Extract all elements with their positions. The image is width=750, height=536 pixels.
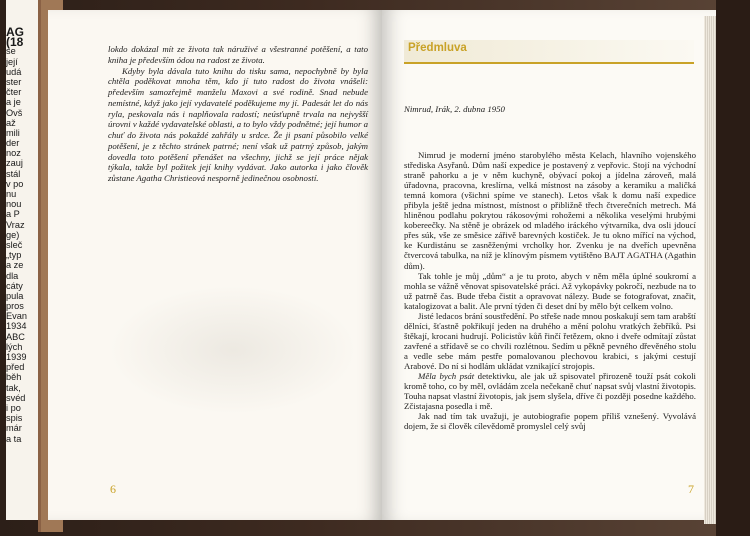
left-paragraph: lokdo dokázal mít ze života tak náruživé a všestranné potěšení, a tato kniha je především ódou na radost ze života. (108, 44, 368, 65)
underlying-book-line: „typ (6, 250, 22, 261)
underlying-book-line: a ta (6, 433, 22, 444)
underlying-book-line: cáty (6, 280, 23, 291)
underlying-book-line: sleč (6, 239, 23, 250)
underlying-book-line: ster (6, 76, 22, 87)
underlying-book-line: Vraz (6, 219, 25, 230)
underlying-book-line: der (6, 138, 20, 149)
underlying-book-line: stál (6, 168, 21, 179)
underlying-book-line: spis (6, 413, 23, 424)
underlying-book-line: Evan (6, 311, 27, 322)
dateline: Nimrud, Irák, 2. dubna 1950 (404, 104, 505, 114)
underlying-book-line: lých (6, 341, 23, 352)
underlying-book-line: se (6, 46, 16, 57)
underlying-book-line: čter (6, 87, 22, 98)
underlying-book-line: a ze (6, 260, 24, 271)
underlying-book-line: ABC (6, 331, 25, 342)
left-page (48, 10, 382, 520)
underlying-book-line: már (6, 423, 22, 434)
right-paragraph: Měla bych psát detektivku, ale jak už spisovatel přirozeně touží psát cokoli kromě toho, co by měl, ovládám zcela nečekaně chuť napsat svůj vlastní životopis. Touha napsat vlastní životopis, jak jsem slyšela, dříve či později posedne každého. Zčistajasna posedla i mě. (404, 371, 696, 412)
right-paragraph: Jisté ledacos brání soustředění. Po střeše nade mnou poskakují sem tam arabští dělníci, šťastně pokřikují jeden na druhého a mění polohu vratkých žebříků. Psi štěkají, krocani hudrují. Policistův kůň řinčí řetězem, okno i dveře odmítají zůstat zavřené a střídavě se co chvíli rozlétnou. Sedím u pěkně pevného dřevěného stolu a vedle sebe mám pestře pomalovanou plechovou krabici, s jakými cestují Arabové. Do ní si hodlám ukládat vznikající strojopis. (404, 310, 696, 371)
underlying-book-line: zauj (6, 158, 23, 169)
dark-right-margin (716, 0, 750, 536)
right-paragraph: Jak nad tím tak uvažuji, je autobiografie popem příliš vznešený. Vyvolává dojem, že si člověk cílevědomě promyslel celý svůj (404, 411, 696, 432)
left-page-text (108, 44, 368, 184)
underlying-book-line: a P (6, 209, 20, 220)
underlying-book-line: i po (6, 402, 21, 413)
right-page-text (404, 150, 696, 431)
underlying-book-line: až (6, 117, 16, 128)
underlying-book-line: nou (6, 199, 22, 210)
underlying-book-line: tak, (6, 382, 21, 393)
left-page-number: 6 (110, 482, 116, 496)
underlying-book-line: pula (6, 290, 24, 301)
underlying-book-line: před (6, 362, 25, 373)
underlying-book-line: Ovš (6, 107, 23, 118)
underlying-book-line: v po (6, 178, 24, 189)
underlying-book-line: běh (6, 372, 22, 383)
page-smudge (108, 285, 358, 415)
underlying-book-line: dla (6, 270, 19, 281)
underlying-book-line: noz (6, 148, 21, 159)
book-spread (48, 10, 716, 526)
chapter-title: Předmluva (408, 42, 467, 54)
underlying-book-title: AG (6, 26, 24, 39)
underlying-book-line: a je (6, 97, 21, 108)
underlying-book-line: její (6, 56, 18, 67)
page-edges (704, 16, 716, 524)
right-paragraph: Tak tohle je můj „dům“ a je tu proto, abych v něm měla úplné soukromí a mohla se vážně věnovat spisovatelské práci. Až vykopávky pokročí, nezbude na to už patrně čas. Bude třeba čistit a opravovat nálezy. Bude se fotografovat, značit, katalogizovat a balit. Ale první týden či deset dní by mělo být celkem volno. (404, 270, 696, 311)
underlying-book-line: ge) (6, 229, 20, 240)
underlying-book-line: 1934 (6, 321, 27, 332)
underlying-book-line: nu (6, 189, 17, 199)
underlying-book-line: 1939 (6, 352, 27, 362)
underlying-book-year: (18 (6, 35, 24, 50)
left-paragraph: Kdyby byla dávala tuto knihu do tisku sama, nepochybně by byla chtěla poděkovat mnoha těm, kdo jí tuto radost do života vnášeli: především samozřejmě manželu Maxovi a své rodině. Snad nebude nemístné, když jako její vydavatelé poděkujeme my jí. Padesát let do nás ryla, peskovala nás i naplňovala radostí; neúsťupně trvala na nejvyšší úrovni v každé vydavatelské oblasti, a to bylo vždy podnětné; její humor a chuť do života nás pokaždé zahřály u srdce. Že ji psaní působilo velké potěšení, je z těchto stránek patrné; není však už patrný způsob, jakým dovedla toto potěšení přenášet na všechny, jichž se její práce nějak týkala, takže byl požitek její knihy vydávat. Jako autorka i jako člověk zůstane Agatha Christieová nesporně jedinečnou osobností. (108, 65, 368, 183)
right-page (382, 10, 716, 520)
underlying-book-line: mili (6, 127, 20, 138)
right-paragraph: Nimrud je moderní jméno starobylého města Kelach, hlavního vojenského střediska Asyřanů. Dům naší expedice je postavený z vepřovic. Stojí na východní straně pahorku a je v něm kuchyně, obývací pokoj a jídelna zároveň, malá úřadovna, pracovna, kreslírna, velká místnost na zásoby a keramiku a maličká temná komora (všichni spíme ve stanech). Letos však k domu naší expedice přibyla ještě jedna místnost, místnost o přibližně třech čtverečních metrech. Má hliněnou podlahu pokrytou rákosovými rohožemi a několika veselými hrubými kobereečky. Na stěně je obrázek od mladého iráckého výtvarníka, dva osli jdoucí přes súk, vše ze směsice zářivě barevných kostiček. Je tu okno mířící na východ, ke Kurdistánu se zasněženými vrcholky hor. Zvenku je na dveřích upevněna čtvercová tabulka, na níž je klínovým písmem vytištěno BAJT AGATHA (Agathin dům). (404, 150, 696, 271)
underlying-book-line: svéd (6, 392, 26, 403)
underlying-book-line: udá (6, 66, 22, 77)
right-page-number: 7 (688, 482, 694, 496)
chapter-title-rule (404, 62, 694, 64)
underlying-book-line: pros (6, 301, 24, 312)
